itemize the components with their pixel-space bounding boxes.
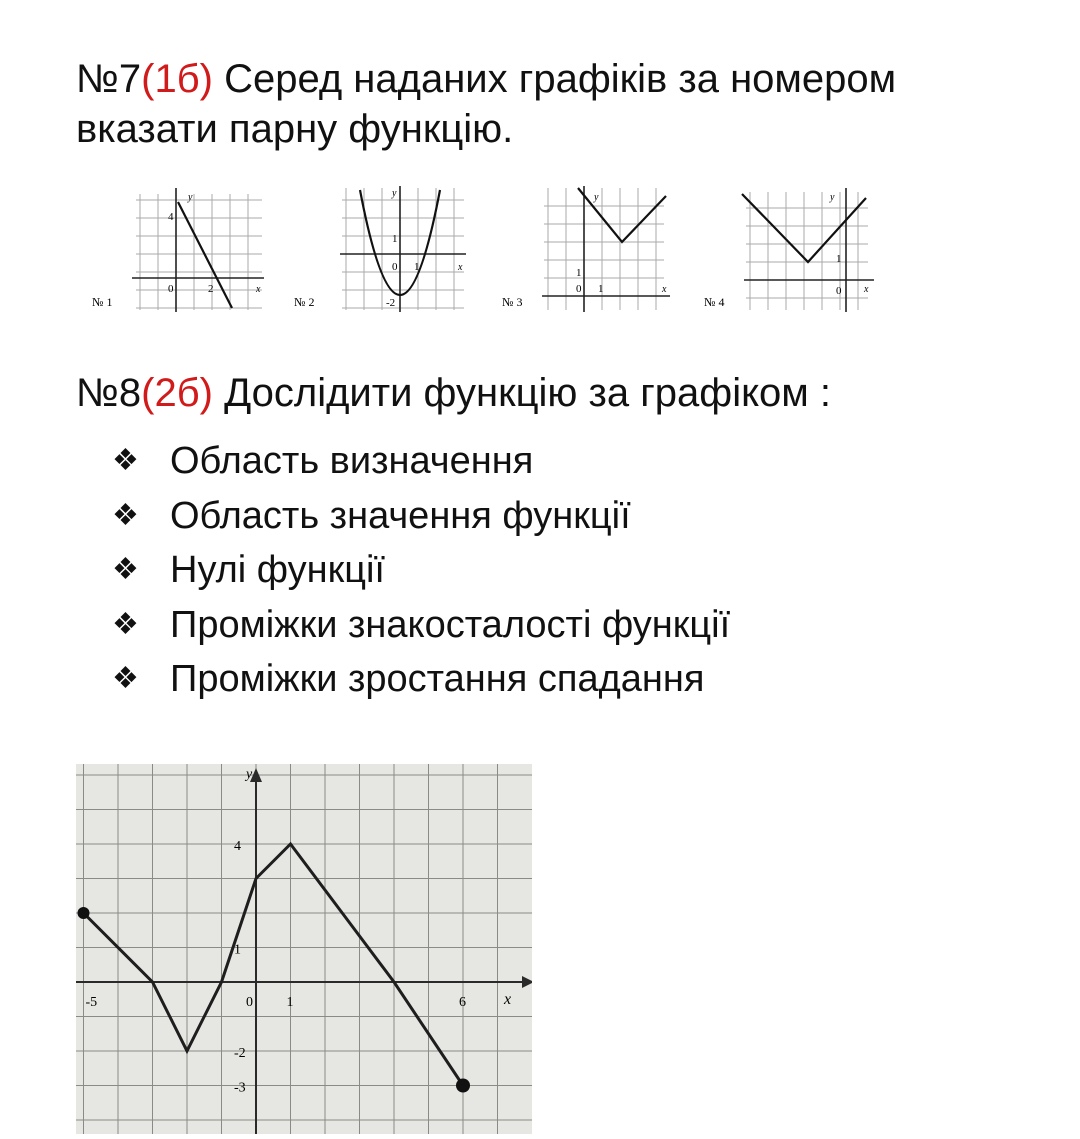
x-tick-label: 1 [286,995,294,1010]
graph-3 [494,180,684,325]
graph-2-origin: 0 [392,261,398,273]
graph-3-grid [544,188,664,310]
graph-1-tick-4: 4 [168,211,174,223]
list-item-text: Область визначення [170,440,534,483]
graph-paper-background [76,764,532,1134]
graph-2-tick-1x: 1 [414,261,420,273]
question-8-text: Дослідити функцію за графіком : [224,371,832,415]
graph-2-tick-1y: 1 [392,233,398,245]
graph-2-grid [342,188,464,310]
list-item [112,489,730,544]
graph-2 [294,180,484,325]
list-item [112,652,730,707]
main-y-label: y [246,767,253,782]
function-graph [76,764,532,1134]
diamond-bullet-icon: ❖ [112,662,139,696]
graph-3-line [578,188,666,242]
graph-3-tick-1x: 1 [598,283,604,295]
x-tick-label: 0 [246,995,253,1010]
graph-4-label: № 4 [704,295,725,309]
diamond-bullet-icon: ❖ [112,553,139,587]
graph-4-grid [746,192,868,310]
graph-4 [696,180,886,325]
y-tick-label: -3 [234,1080,246,1096]
graph-1-x-label: x [256,284,261,295]
x-tick-label: -5 [85,995,98,1010]
graph-4-y-label: y [830,192,835,203]
graph-3-x-label: x [662,284,667,295]
graph-1-y-label: y [188,192,193,203]
y-tick-label: 1 [234,942,241,958]
graph-1-grid [136,194,262,310]
property-list [112,434,730,707]
graph-1-tick-2: 2 [208,283,214,295]
graph-4-origin: 0 [836,285,842,297]
y-tick-label: 4 [234,839,241,854]
question-7-points: (1б) [141,57,213,101]
question-7-number: №7 [76,57,142,101]
function-end-point [456,1079,470,1093]
graph-4-tick-1y: 1 [836,253,842,265]
graph-2-label: № 2 [294,295,315,309]
question-7-text: Серед наданих графіків за номером вказати парну функцію. [76,57,897,151]
list-item [112,543,730,598]
graph-3-label: № 3 [502,295,523,309]
question-8-points: (2б) [141,371,213,415]
graph-1-origin: 0 [168,283,174,295]
question-7 [76,54,1036,154]
x-tick-label: 6 [459,995,466,1010]
graph-1 [92,180,272,325]
graph-1-label: № 1 [92,295,113,309]
graph-2-tick-minus-2: -2 [386,297,396,309]
question-8-number: №8 [76,371,142,415]
list-item [112,434,730,489]
function-graph-svg [76,764,532,1134]
graph-3-y-label: y [594,192,599,203]
y-tick-label: -2 [234,1046,246,1061]
list-item-text: Проміжки зростання спадання [170,658,705,701]
graph-2-y-label: y [392,188,397,199]
diamond-bullet-icon: ❖ [112,444,139,478]
diamond-bullet-icon: ❖ [112,607,139,641]
list-item-text: Нулі функції [170,549,385,592]
graph-3-tick-1y: 1 [576,267,582,279]
main-x-label: x [504,991,512,1008]
list-item-text: Область значення функції [170,494,631,537]
graph-2-x-label: x [458,262,463,273]
list-item [112,598,730,653]
diamond-bullet-icon: ❖ [112,498,139,532]
function-start-point [78,907,90,919]
question-8 [76,368,831,418]
graph-3-origin: 0 [576,283,582,295]
graph-4-x-label: x [864,284,869,295]
list-item-text: Проміжки знакосталості функції [170,603,731,646]
